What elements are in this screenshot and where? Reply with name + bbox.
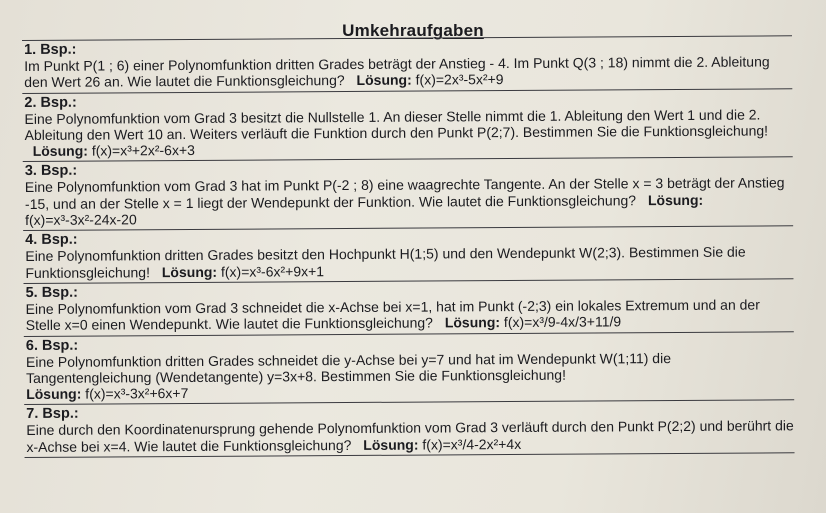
exercise-6 xyxy=(24,331,794,405)
solution-label: Lösung: xyxy=(444,314,501,331)
solution-formula: f(x)=2x³-5x²+9 xyxy=(415,71,504,88)
exercise-heading: 1. Bsp.: xyxy=(24,41,77,58)
exercise-statement: Eine Polynomfunktion dritten Grades besitzt den Hochpunkt H(1;5) und den Wendepunkt W(2;3). Bestimmen Sie die Funktionsgleichung! xyxy=(25,243,746,281)
solution-formula: f(x)=x³+2x²-6x+3 xyxy=(91,142,195,159)
exercise-heading: 5. Bsp.: xyxy=(25,284,78,301)
page-title: Umkehraufgaben xyxy=(342,21,484,40)
solution-label: Lösung: xyxy=(356,71,412,89)
exercise-text xyxy=(24,53,792,90)
exercise-text xyxy=(25,175,793,229)
solution-label: Lösung: xyxy=(26,385,82,403)
exercise-2 xyxy=(22,88,792,162)
exercise-heading: 2. Bsp.: xyxy=(24,94,77,111)
solution-formula: f(x)=x³/9-4x/3+11/9 xyxy=(503,313,622,331)
exercise-1 xyxy=(22,35,792,92)
solution-formula: f(x)=x³-3x²-24x-20 xyxy=(25,211,137,229)
solution-formula: f(x)=x³-6x²+9x+1 xyxy=(220,262,325,280)
exercise-statement: Eine durch den Koordinatenursprung gehende Polynomfunktion vom Grad 3 verläuft durch den Punkt P(2;2) und berührt die x-Achse bei x=4. Wie lautet die Funktionsgleichung? xyxy=(26,417,794,455)
solution-label: Lösung: xyxy=(32,142,88,160)
solution-formula: f(x)=x³/4-2x²+4x xyxy=(422,435,522,453)
exercise-text xyxy=(24,106,792,160)
exercise-4 xyxy=(23,226,793,283)
solution-label: Lösung: xyxy=(647,191,704,208)
exercise-statement: Eine Polynomfunktion vom Grad 3 besitzt die Nullstelle 1. An dieser Stelle nimmt die 1. Ableitung den Wert 1 und die 2. Ableitung den Wert 10 an. Weiters verläuft die Funktion durch den Punkt P(2;7). Bestimmen Sie die Funktionsgleichung! xyxy=(24,106,769,143)
exercise-statement: Eine Polynomfunktion dritten Grades schneidet die y-Achse bei y=7 und hat im Wendepunkt W(1;11) die Tangentengleichung (Wendetangente) y=3x+8. Bestimmen Sie die Funktionsgleichung! xyxy=(25,349,672,386)
solution-label: Lösung: xyxy=(363,436,419,453)
exercise-list xyxy=(22,35,795,458)
exercise-3 xyxy=(23,157,793,231)
exercise-statement: Eine Polynomfunktion vom Grad 3 hat im Punkt P(-2 ; 8) eine waagrechte Tangente. An der Stelle x = 3 beträgt der Anstieg -15, und an der Stelle x = 1 liegt der Wendepunkt der Funktion. Wie lautet die Funktionsgleichung? xyxy=(24,174,785,212)
solution-formula: f(x)=x³-3x²+6x+7 xyxy=(85,385,189,402)
solution-label: Lösung: xyxy=(161,263,218,280)
exercise-heading: 3. Bsp.: xyxy=(24,163,78,180)
exercise-5 xyxy=(23,278,793,335)
exercise-text xyxy=(25,244,793,281)
exercise-text xyxy=(26,418,794,455)
exercise-statement: Im Punkt P(1 ; 6) einer Polynomfunktion dritten Grades beträgt der Anstieg - 4. Im Punkt Q(3 ; 18) nimmt die 2. Ableitung den Wert 26 an. Wie lautet die Funktionsgleichung? xyxy=(24,53,770,91)
exercise-text xyxy=(26,296,794,333)
exercise-7 xyxy=(24,400,794,457)
exercise-text xyxy=(26,349,794,403)
exercise-heading: 4. Bsp.: xyxy=(25,232,78,249)
exercise-heading: 6. Bsp.: xyxy=(25,337,79,354)
exercise-statement: Eine Polynomfunktion vom Grad 3 schneidet die x-Achse bei x=1, hat im Punkt (-2;3) ein lokales Extremum und an der Stelle x=0 einen Wendepunkt. Wie lautet die Funktionsgleichung? xyxy=(25,296,760,334)
exercise-heading: 7. Bsp.: xyxy=(26,406,79,423)
